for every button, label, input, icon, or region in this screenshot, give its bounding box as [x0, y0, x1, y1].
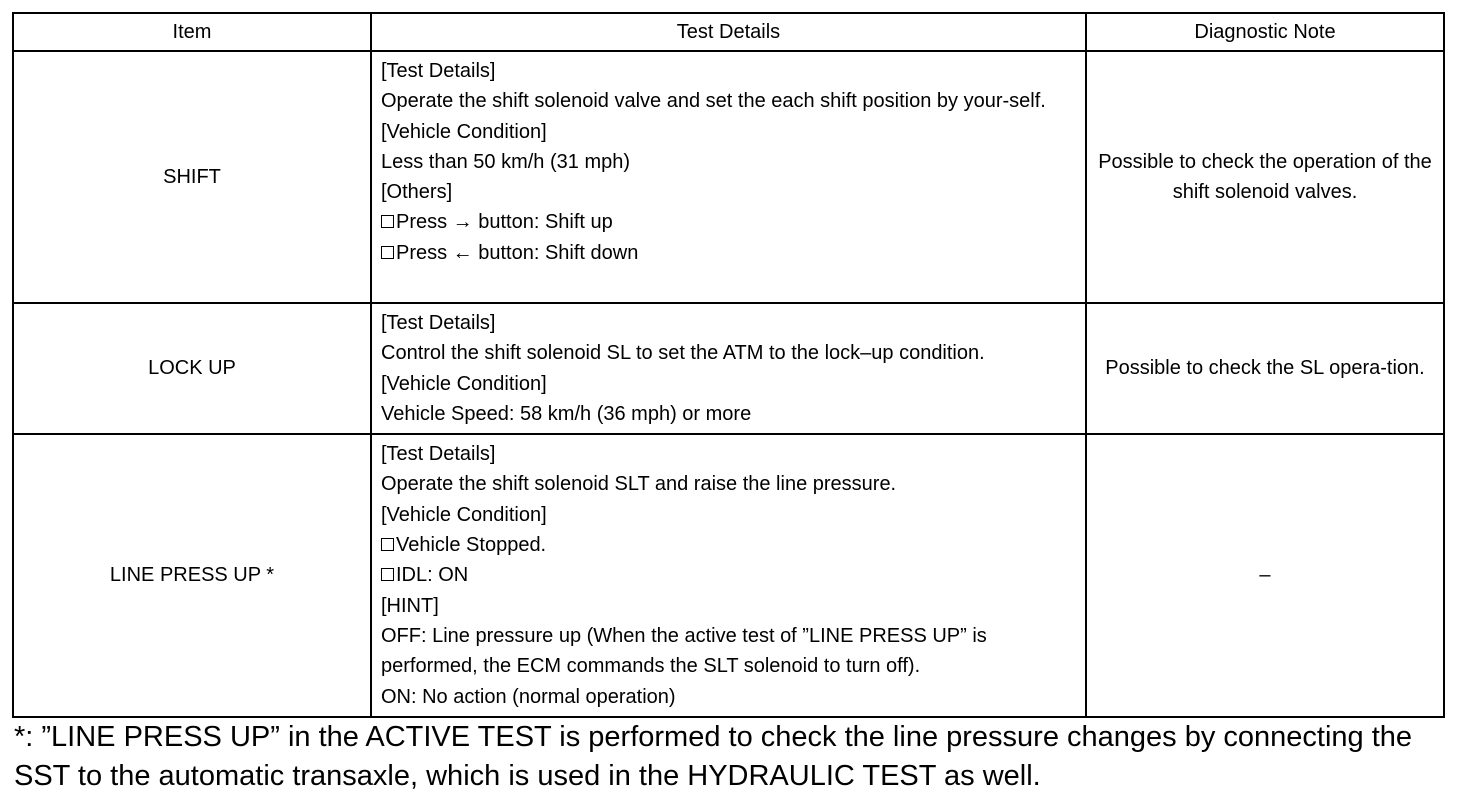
checkbox-icon [381, 215, 394, 228]
details-line [381, 682, 1075, 712]
detail-text: [Vehicle Condition] [381, 503, 547, 526]
detail-text: Operate the shift solenoid SLT and raise the line pressure. [381, 473, 897, 496]
details-cell [371, 51, 1086, 303]
details-line [381, 469, 1075, 499]
details-line [381, 86, 1075, 116]
checkbox-icon [381, 246, 394, 259]
active-test-table [12, 12, 1445, 718]
table-row [13, 303, 1444, 434]
detail-text: Vehicle Stopped. [396, 534, 547, 557]
detail-text: [Test Details] [381, 60, 496, 82]
details-line [381, 530, 1075, 560]
details-line [381, 238, 1075, 268]
note-cell: Possible to check the SL opera-tion. [1086, 303, 1444, 434]
footnote: *: ”LINE PRESS UP” in the ACTIVE TEST is performed to check the line pressure changes by connecting the SST to the automatic transaxle, which is used in the HYDRAULIC TEST as well. [14, 721, 1413, 792]
detail-text: OFF: Line pressure up (When the active test of ”LINE PRESS UP” is performed, the ECM commands the SLT solenoid to turn off). [381, 624, 987, 678]
header-test-details: Test Details [371, 13, 1086, 51]
detail-text: IDL: ON [396, 564, 469, 587]
detail-text: [Test Details] [381, 312, 496, 334]
detail-text: [HINT] [381, 594, 439, 617]
item-cell: LOCK UP [13, 303, 371, 434]
header-item: Item [13, 13, 371, 51]
details-line [381, 207, 1075, 237]
details-line [381, 338, 1075, 368]
detail-text: ON: No action (normal operation) [381, 685, 676, 708]
details-cell [371, 303, 1086, 434]
detail-text: Press ← button: Shift down [396, 241, 639, 264]
item-cell: SHIFT [13, 51, 371, 303]
table-row [13, 434, 1444, 717]
detail-text: [Others] [381, 181, 453, 204]
details-line [381, 621, 1075, 682]
details-cell [371, 434, 1086, 717]
details-line [381, 399, 1075, 429]
details-line [381, 117, 1075, 147]
checkbox-icon [381, 538, 394, 551]
details-line [381, 500, 1075, 530]
details-line [381, 147, 1075, 177]
details-line [381, 177, 1075, 207]
detail-text: Vehicle Speed: 58 km/h (36 mph) or more [381, 402, 752, 425]
detail-text: Operate the shift solenoid valve and set the each shift position by your-self. [381, 90, 1046, 113]
detail-text: Press → button: Shift up [396, 211, 613, 234]
detail-text: Control the shift solenoid SL to set the ATM to the lock–up condition. [381, 342, 985, 365]
detail-text: [Vehicle Condition] [381, 120, 547, 143]
table-header-row [13, 13, 1444, 51]
note-cell: Possible to check the operation of the shift solenoid valves. [1086, 51, 1444, 303]
detail-text: Less than 50 km/h (31 mph) [381, 150, 631, 173]
details-line [381, 56, 1075, 86]
table-row [13, 51, 1444, 303]
detail-text: [Vehicle Condition] [381, 372, 547, 395]
details-line [381, 369, 1075, 399]
details-line [381, 560, 1075, 590]
note-cell: – [1086, 434, 1444, 717]
item-cell: LINE PRESS UP * [13, 434, 371, 717]
details-line [381, 591, 1075, 621]
detail-text: [Test Details] [381, 443, 496, 466]
checkbox-icon [381, 568, 394, 581]
details-line [381, 308, 1075, 338]
details-line [381, 439, 1075, 469]
header-diagnostic-note: Diagnostic Note [1086, 13, 1444, 51]
